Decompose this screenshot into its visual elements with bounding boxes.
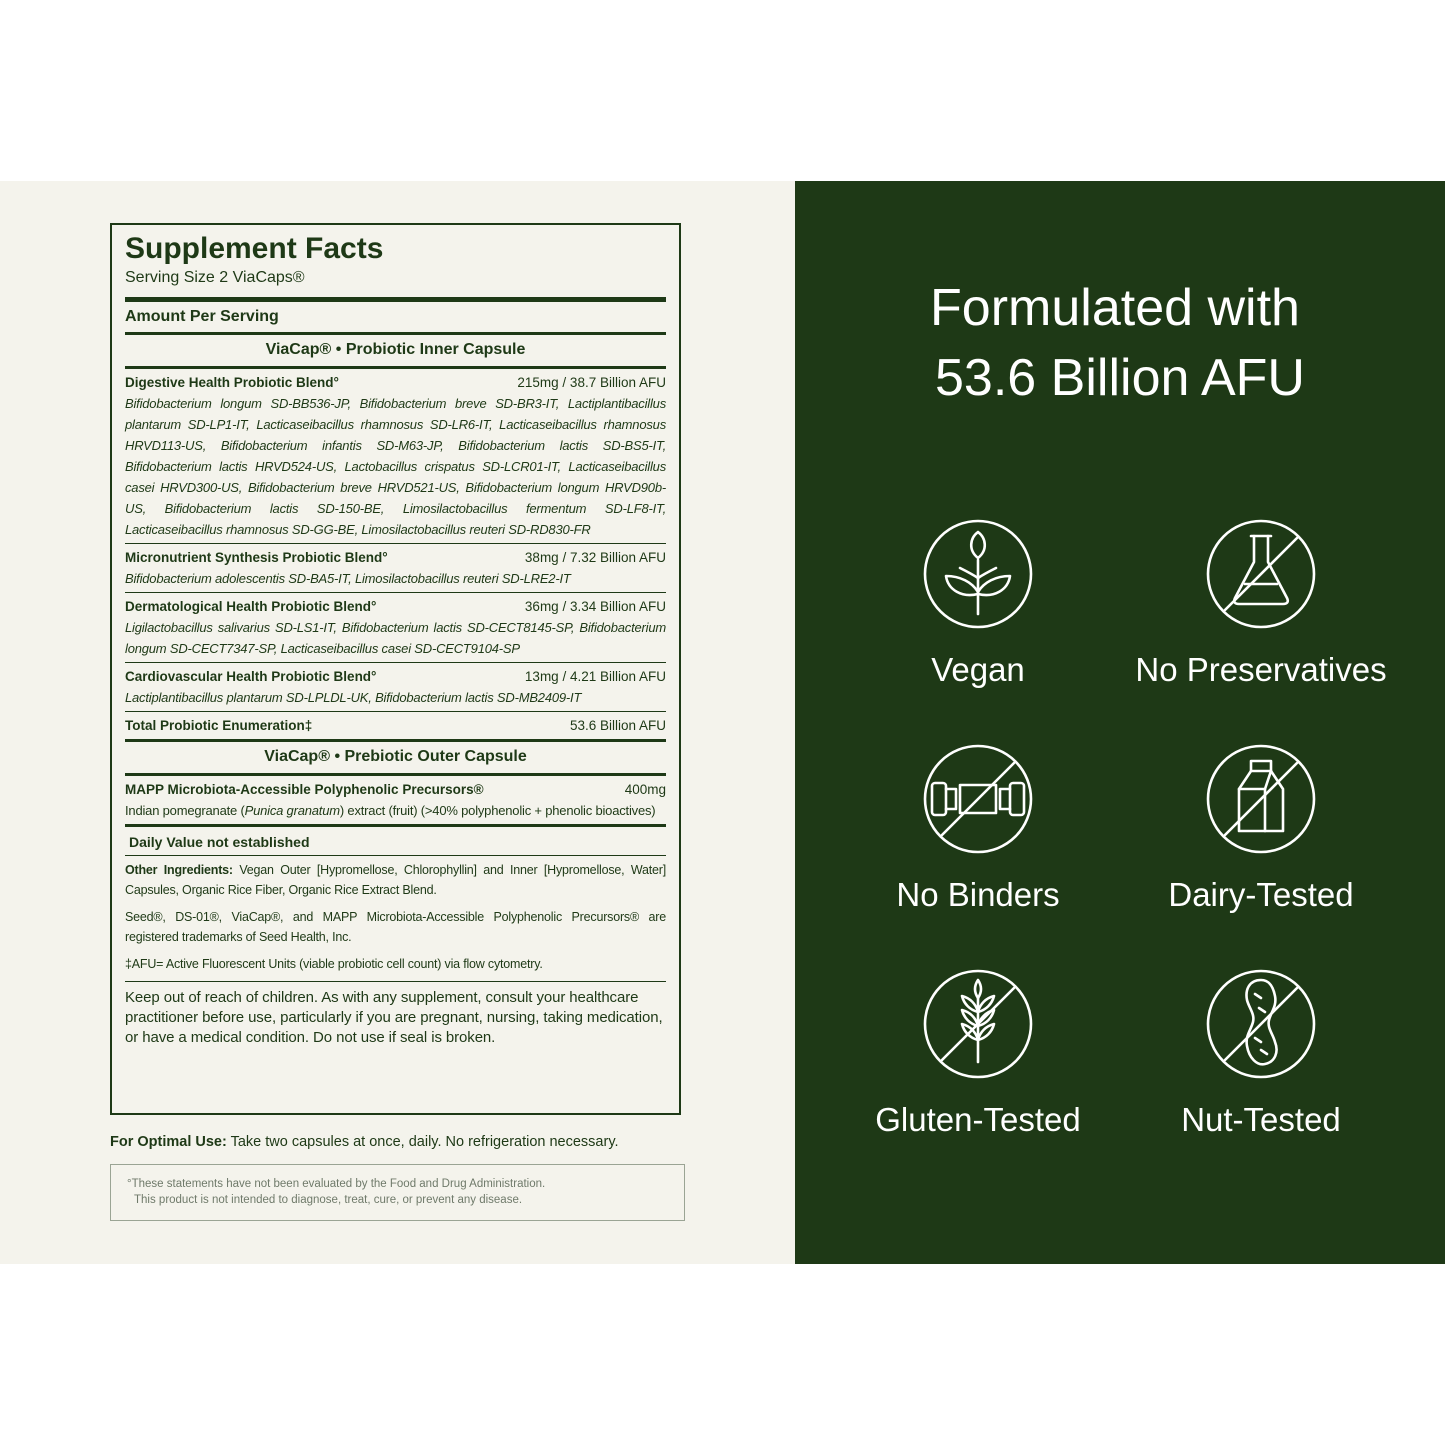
optimal-use-label: For Optimal Use: bbox=[110, 1134, 227, 1150]
optimal-use-text: Take two capsules at once, daily. No refrigeration necessary. bbox=[226, 1134, 619, 1150]
wheat-crossed-icon bbox=[922, 968, 1034, 1080]
mapp-description bbox=[125, 800, 666, 821]
other-ingredients bbox=[125, 860, 666, 900]
fda-disclaimer bbox=[110, 1164, 685, 1221]
feature-label: Vegan bbox=[931, 651, 1025, 688]
blend-name: Micronutrient Synthesis Probiotic Blend° bbox=[125, 550, 388, 565]
other-ingredients-block bbox=[125, 856, 666, 974]
feature-nut-tested bbox=[1121, 968, 1401, 1140]
content-band bbox=[0, 181, 1445, 1264]
binder-crossed-icon bbox=[922, 743, 1034, 855]
blend-name: Dermatological Health Probiotic Blend° bbox=[125, 599, 377, 614]
optimal-use bbox=[110, 1132, 690, 1152]
headline-line-2: 53.6 Billion AFU bbox=[935, 349, 1305, 407]
feature-label: Dairy-Tested bbox=[1168, 876, 1354, 913]
feature-label: No Binders bbox=[896, 876, 1060, 913]
trademarks-note: Seed®, DS-01®, ViaCap®, and MAPP Microbiota-Accessible Polyphenolic Precursors® are registered trademarks of Seed Health, Inc. bbox=[125, 910, 666, 944]
outer-capsule-header: ViaCap® • Prebiotic Outer Capsule bbox=[264, 748, 527, 765]
warning-text: Keep out of reach of children. As with any supplement, consult your healthcare practitioner before use, particularly if you are pregnant, nursing, taking medication, or have a medical condition. Do not use if seal is broken. bbox=[125, 989, 663, 1046]
other-ingredients-label: Other Ingredients: bbox=[125, 863, 233, 877]
blend-digestive bbox=[125, 369, 666, 543]
mapp-name: MAPP Microbiota-Accessible Polyphenolic Precursors® bbox=[125, 782, 484, 797]
disclaimer-line-2: This product is not intended to diagnose, treat, cure, or prevent any disease. bbox=[134, 1194, 523, 1206]
afu-note: ‡AFU= Active Fluorescent Units (viable probiotic cell count) via flow cytometry. bbox=[125, 957, 543, 971]
plant-sprout-icon bbox=[922, 518, 1034, 630]
feature-no-preservatives bbox=[1121, 518, 1401, 690]
facts-side bbox=[0, 181, 795, 1264]
blend-amount: 38mg / 7.32 Billion AFU bbox=[524, 550, 666, 565]
blend-name: Digestive Health Probiotic Blend° bbox=[125, 375, 339, 390]
disclaimer-line-1: °These statements have not been evaluated by the Food and Drug Administration. bbox=[127, 1178, 546, 1190]
blend-cardiovascular bbox=[125, 663, 666, 711]
amount-per-serving: Amount Per Serving bbox=[125, 308, 279, 325]
supplement-facts-panel bbox=[110, 223, 681, 1115]
blend-strains: Bifidobacterium longum SD-BB536-JP, Bifidobacterium breve SD-BR3-IT, Lactiplantibacillus plantarum SD-LP1-IT, Lacticaseibacillus rhamnosus SD-LR6-IT, Lacticaseibacillus rhamnosus HRVD113-US, Bifidobacterium infantis SD-M63-JP, Bifidobacterium lactis SD-BS5-IT, Bifidobacterium lactis HRVD524-US, Lactobacillus crispatus SD-LCR01-IT, Lacticaseibacillus casei HRVD300-US, Bifidobacterium breve HRVD521-US, Bifidobacterium longum HRVD90b-US, Bifidobacterium lactis SD-150-BE, Limosilactobacillus fermentum SD-LF8-IT, Lacticaseibacillus rhamnosus SD-GG-BE, Limosilactobacillus reuteri SD-RD830-FR bbox=[125, 396, 666, 537]
feature-label: No Preservatives bbox=[1135, 651, 1387, 688]
feature-vegan bbox=[838, 518, 1118, 690]
blend-strains: Bifidobacterium adolescentis SD-BA5-IT, Limosilactobacillus reuteri SD-LRE2-IT bbox=[125, 571, 571, 586]
blend-amount: 36mg / 3.34 Billion AFU bbox=[524, 599, 666, 614]
total-amount: 53.6 Billion AFU bbox=[569, 718, 666, 733]
headline-line-1: Formulated with bbox=[930, 279, 1300, 337]
milk-carton-crossed-icon bbox=[1205, 743, 1317, 855]
blend-dermatological bbox=[125, 593, 666, 662]
mapp-amount: 400mg bbox=[624, 782, 666, 797]
blend-name: Cardiovascular Health Probiotic Blend° bbox=[125, 669, 377, 684]
feature-label: Gluten-Tested bbox=[875, 1101, 1081, 1138]
mapp-desc-after: ) extract (fruit) (>40% polyphenolic + phenolic bioactives) bbox=[339, 803, 656, 818]
feature-no-binders bbox=[838, 743, 1118, 915]
peanut-crossed-icon bbox=[1205, 968, 1317, 1080]
serving-size: Serving Size 2 ViaCaps® bbox=[125, 269, 305, 286]
mapp-desc-latin: Punica granatum bbox=[244, 803, 340, 818]
feature-gluten-tested bbox=[838, 968, 1118, 1140]
other-ingredients-text: Vegan Outer [Hypromellose, Chlorophyllin] and Inner [Hypromellose, Water] Capsules, Organic Rice Fiber, Organic Rice Extract Blend. bbox=[125, 863, 666, 897]
blend-micronutrient bbox=[125, 544, 666, 592]
total-enumeration bbox=[125, 712, 666, 739]
beaker-crossed-icon bbox=[1205, 518, 1317, 630]
blend-strains: Ligilactobacillus salivarius SD-LS1-IT, Bifidobacterium lactis SD-CECT8145-SP, Bifidobacterium longum SD-CECT7347-SP, Lacticaseibacillus casei SD-CECT9104-SP bbox=[125, 620, 666, 656]
headline bbox=[795, 273, 1435, 413]
feature-label: Nut-Tested bbox=[1181, 1101, 1341, 1138]
blend-amount: 13mg / 4.21 Billion AFU bbox=[524, 669, 666, 684]
facts-title: Supplement Facts bbox=[125, 232, 384, 265]
daily-value-note: Daily Value not established bbox=[129, 834, 310, 850]
features-side bbox=[795, 181, 1445, 1264]
blend-strains: Lactiplantibacillus plantarum SD-LPLDL-UK, Bifidobacterium lactis SD-MB2409-IT bbox=[125, 690, 582, 705]
total-name: Total Probiotic Enumeration‡ bbox=[125, 718, 313, 733]
mapp-row bbox=[125, 776, 666, 824]
feature-dairy-tested bbox=[1121, 743, 1401, 915]
inner-capsule-header: ViaCap® • Probiotic Inner Capsule bbox=[265, 341, 526, 358]
mapp-desc-before: Indian pomegranate ( bbox=[125, 803, 245, 818]
blend-amount: 215mg / 38.7 Billion AFU bbox=[517, 375, 666, 390]
